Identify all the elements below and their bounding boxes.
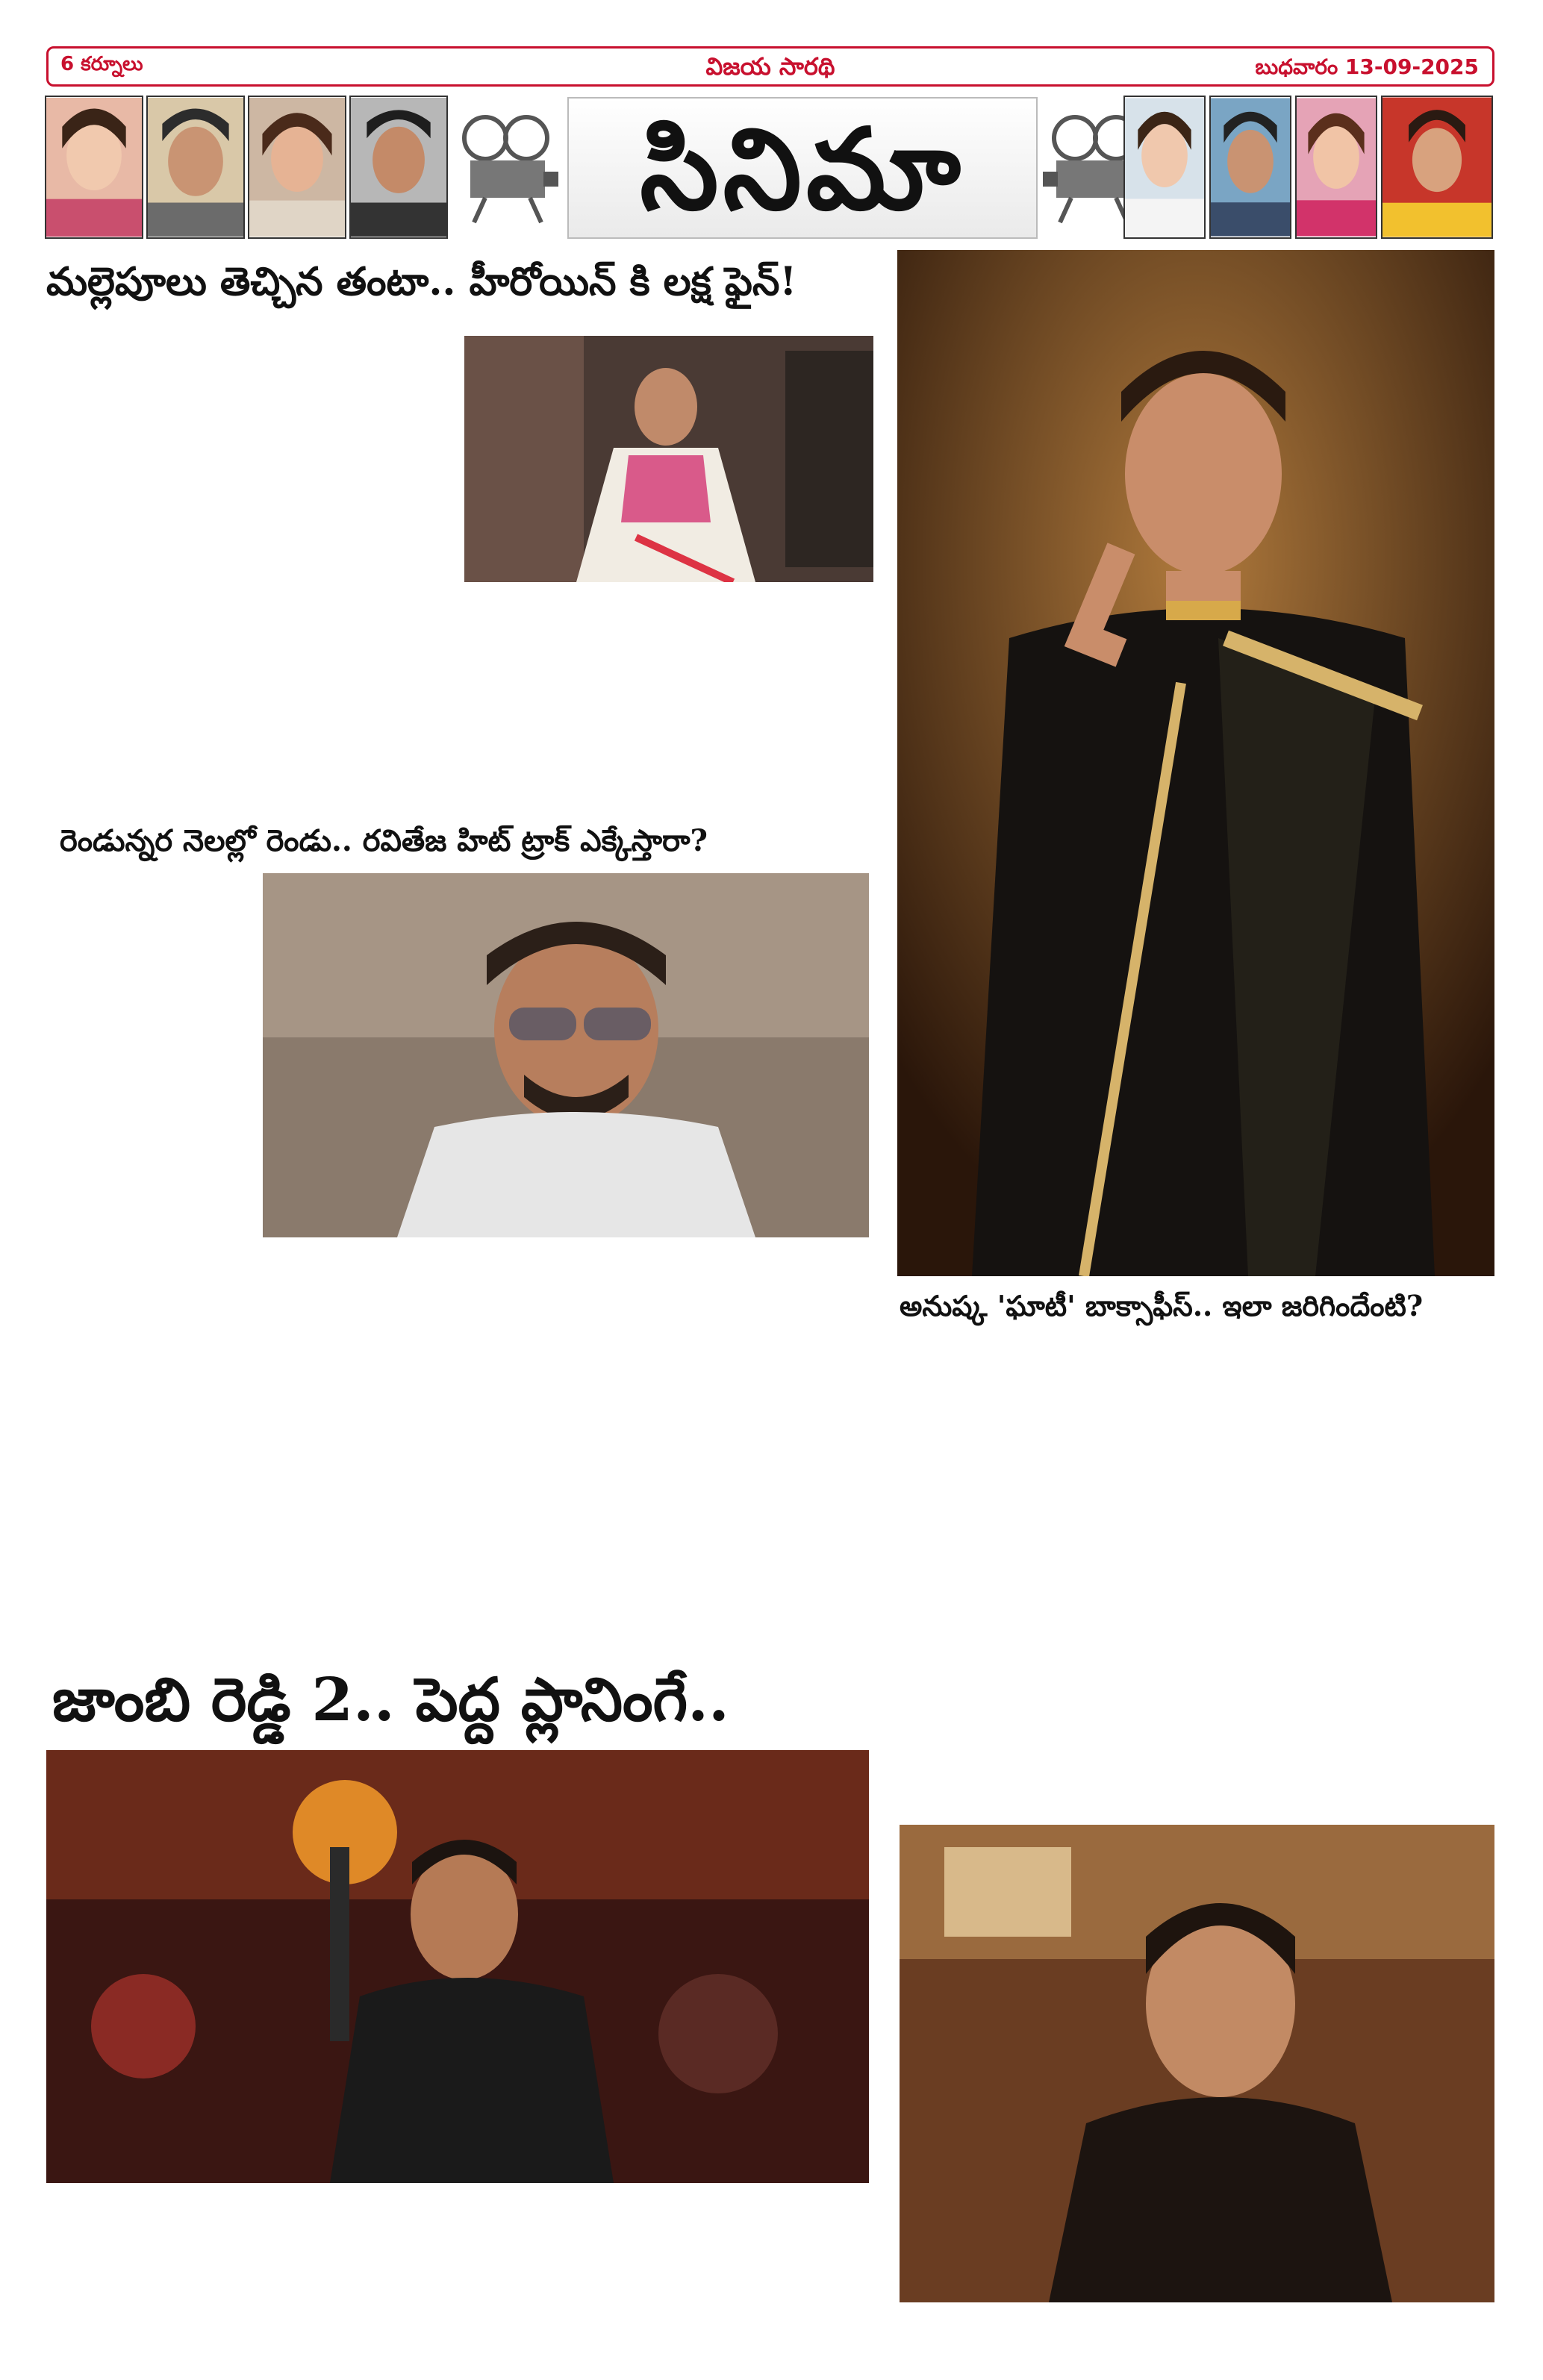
masthead-portrait-1 — [45, 96, 143, 239]
newspaper-name: విజయ సారథి — [705, 52, 835, 81]
section-masthead — [567, 97, 1038, 239]
section-title: సినిమా — [640, 104, 965, 235]
page-number-label: 6 కర్నూలు — [60, 53, 143, 75]
anushka-headline: అనుష్క 'ఘాటీ' బాక్సాఫీస్.. ఇలా జరిగిందేంటి? — [900, 1289, 1424, 1322]
issue-date: బుధవారం 13-09-2025 — [1255, 54, 1479, 79]
raviteja-story-photo — [263, 873, 869, 1237]
jasmine-story-body-col2 — [463, 590, 875, 813]
raviteja-story-body-col2 — [263, 1243, 869, 1653]
masthead-portrait-2 — [146, 96, 245, 239]
anushka-story-body — [900, 1340, 1493, 1814]
jasmine-headline: మల్లెపూలు తెచ్చిన తంటా.. హీరోయిన్ కి లక్ష ఫైన్! — [46, 259, 797, 304]
zombie-headline: జాంబి రెడ్డి 2.. పెద్ద ప్లానింగే.. — [52, 1664, 729, 1734]
masthead-portrait-7 — [1295, 96, 1377, 239]
masthead-portrait-4 — [349, 96, 448, 239]
anushka-feature-photo — [897, 250, 1494, 1276]
anushka-still-photo — [900, 1825, 1494, 2302]
film-projector-icon — [455, 112, 560, 224]
masthead-portrait-5 — [1123, 96, 1206, 239]
jasmine-story-body-col1 — [46, 328, 454, 612]
raviteja-headline: రెండున్నర నెలల్లో రెండు.. రవితేజ హిట్ ట్రాక్ ఎక్కేస్తారా? — [60, 823, 708, 858]
masthead-portrait-8 — [1381, 96, 1493, 239]
zombie-story-body — [46, 2190, 869, 2366]
raviteja-story-body-col1 — [46, 873, 255, 1653]
masthead-portrait-6 — [1209, 96, 1291, 239]
jasmine-story-photo — [464, 336, 873, 582]
masthead-portrait-3 — [248, 96, 346, 239]
page-header-band — [46, 46, 1494, 87]
zombie-story-photo — [46, 1750, 869, 2183]
